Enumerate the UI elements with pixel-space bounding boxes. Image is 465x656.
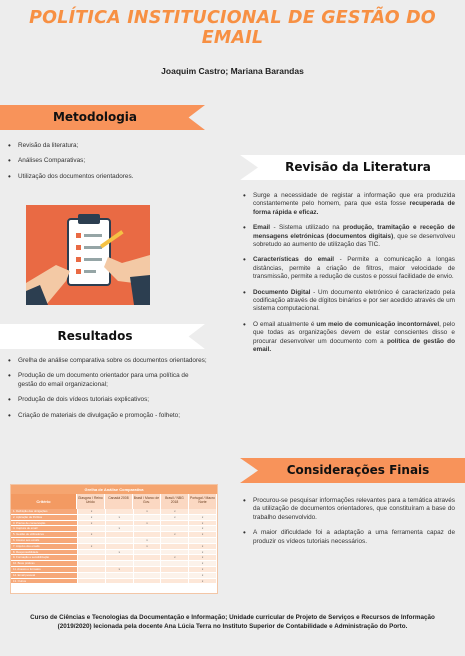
table-cell: x xyxy=(106,550,134,556)
emphasis-text: Características do email xyxy=(253,256,335,264)
metodologia-heading: Metodologia xyxy=(52,110,138,124)
table-cell: x xyxy=(189,573,217,579)
table-cell: x xyxy=(106,567,134,573)
table-cell: x xyxy=(189,550,217,556)
metodologia-list xyxy=(8,142,198,188)
emphasis-text: produção, tramitação e receção de mensagens eletrónicas (documentos digitais) xyxy=(253,224,455,240)
table-cell xyxy=(78,579,106,585)
body-text: , que se desenvolveu sobretudo ao aumento de utilização das TIC. xyxy=(253,232,456,249)
consideracoes-list xyxy=(243,497,455,553)
table-cell xyxy=(161,579,189,585)
table-cell: x xyxy=(134,538,162,544)
list-item: • A maior dificuldade foi a adaptação a uma ferramenta capaz de produzir os vídeos tutoriais necessários. xyxy=(243,529,455,546)
poster-title: POLÍTICA INSTITUCIONAL DE GESTÃO DO EMAIL xyxy=(29,8,436,48)
table-cell: x xyxy=(134,509,162,515)
consideracoes-ribbon xyxy=(240,458,465,483)
revisao-list xyxy=(243,192,455,362)
table-cell: x xyxy=(189,561,217,567)
table-cell: x xyxy=(189,579,217,585)
body-text: , pelo que todas as organizações devem de estar conscientes disso e procurar desenvolver um documento com a xyxy=(253,320,455,345)
list-item: • Utilização dos documentos orientadores. xyxy=(8,173,198,181)
table-cell: x xyxy=(161,555,189,561)
emphasis-text: recuperada de forma rápida e eficaz. xyxy=(253,200,455,216)
body-text: - Permite a comunicação a longas distâncias, permite a criação de filtros, maior velocidade de transmissão, permite a redução de custos e possui facilidade de envio. xyxy=(253,256,455,281)
clipboard-icon xyxy=(26,205,150,305)
emphasis-text: Documento Digital xyxy=(253,288,311,296)
body-text: - Um documento eletrónico é caracterizado pela codificação através de dígitos binários e por ser acedido através de um sistema computacional. xyxy=(253,288,455,313)
footer-credits: Curso de Ciências e Tecnologias da Documentação e Informação; Unidade curricular de Projeto de Serviços e Recursos de Informação (2019/2020) lecionada pela docente Ana Lúcia Terra no Instituto Superior de Contabilidade e Administração do Porto. xyxy=(30,614,435,630)
body-text: O email atualmente é xyxy=(253,320,317,328)
list-item: • Procurou-se pesquisar informações relevantes para a temática através da utilização de documentos orientadores, que constituíram a base do trabalho desenvolvido. xyxy=(243,497,455,522)
list-item xyxy=(243,321,455,355)
revisao-heading: Revisão da Literatura xyxy=(285,160,431,174)
table-cell: x xyxy=(161,532,189,538)
table-cell: x xyxy=(78,532,106,538)
emphasis-text: um meio de comunicação incontornável xyxy=(316,320,440,328)
table-cell: x xyxy=(134,544,162,550)
header xyxy=(0,0,465,60)
table-cell: x xyxy=(189,532,217,538)
revisao-ribbon xyxy=(240,155,465,180)
column-header: Brasil / NBG 2018 xyxy=(161,494,189,509)
table-cell: 13. Outros xyxy=(11,579,78,585)
table-cell: 10. Boas práticas xyxy=(11,561,78,567)
table-cell: x xyxy=(189,526,217,532)
table-cell: x xyxy=(189,515,217,521)
table-cell: 6. Acesso aos emails xyxy=(11,538,78,544)
column-header: Glasgow / Reino Unido xyxy=(77,494,105,509)
list-item: • Revisão da literatura; xyxy=(8,142,198,150)
table-cell: 8. Responsabilidade xyxy=(11,550,78,556)
emphasis-text: política de gestão do email. xyxy=(253,337,455,354)
comparative-table xyxy=(10,484,218,594)
list-item xyxy=(243,289,455,314)
table-cell: x xyxy=(78,544,106,550)
table-cell: x xyxy=(161,515,189,521)
table-header-row xyxy=(11,494,217,509)
table-cell: x xyxy=(78,509,106,515)
body-text: Surge a necessidade de registar a informação que era produzida constantemente pelo homem, para que esta fosse xyxy=(253,192,455,208)
list-item xyxy=(243,224,455,249)
column-header: Brasil / Marco de Gov. xyxy=(133,494,161,509)
table-cell xyxy=(106,579,134,585)
column-header: Canadá 2008 xyxy=(105,494,133,509)
table-cell: x xyxy=(189,544,217,550)
table-cell: 3. Prazos de conservação xyxy=(11,521,78,527)
table-cell: x xyxy=(78,521,106,527)
table-cell: x xyxy=(189,567,217,573)
table-cell: x xyxy=(189,521,217,527)
clipboard-illustration xyxy=(26,205,150,305)
table-cell: x xyxy=(78,515,106,521)
list-item: • Produção de dois vídeos tutoriais explicativos; xyxy=(8,396,208,404)
table-cell: 4. Captura de email xyxy=(11,526,78,532)
resultados-heading: Resultados xyxy=(57,329,133,343)
table-cell: 12. Email pessoal xyxy=(11,573,78,579)
list-item: • Criação de materiais de divulgação e promoção - folheto; xyxy=(8,412,208,420)
table-cell: 7. Arquivo dos emails xyxy=(11,544,78,550)
table-cell: 9. Formação e sensibilização xyxy=(11,555,78,561)
resultados-ribbon xyxy=(0,324,205,349)
resultados-list xyxy=(8,357,208,427)
table-cell: x xyxy=(106,526,134,532)
column-header: Portugal / Macro Norte xyxy=(189,494,217,509)
table-title: Grelha de Análise Comparativa xyxy=(11,485,217,494)
table-cell xyxy=(134,579,162,585)
authors: Joaquim Castro; Mariana Barandas xyxy=(161,66,304,76)
table-row xyxy=(11,579,217,585)
table-cell: 1. Definição das obrigações xyxy=(11,509,78,515)
table-cell: x xyxy=(161,509,189,515)
list-item: • Análises Comparativas; xyxy=(8,157,198,165)
body-text: - Sistema utilizado na xyxy=(270,224,343,232)
list-item xyxy=(243,256,455,281)
table-cell: x xyxy=(106,515,134,521)
metodologia-ribbon xyxy=(0,105,205,130)
table-cell: 11. Anexos e formatos xyxy=(11,567,78,573)
consideracoes-heading: Considerações Finais xyxy=(286,463,430,477)
table-cell: 5. Gestão de utilizadores xyxy=(11,532,78,538)
list-item: • Produção de um documento orientador para uma política de gestão do email organizacional; xyxy=(8,372,208,389)
list-item: • Grelha de análise comparativa sobre os documentos orientadores; xyxy=(8,357,208,365)
table-cell: x xyxy=(134,521,162,527)
table-cell: 2. Aplicação da Política xyxy=(11,515,78,521)
emphasis-text: Email xyxy=(253,224,271,232)
column-header: Critério xyxy=(11,494,77,509)
table-cell: x xyxy=(189,555,217,561)
list-item xyxy=(243,192,455,217)
table-body xyxy=(11,509,217,584)
